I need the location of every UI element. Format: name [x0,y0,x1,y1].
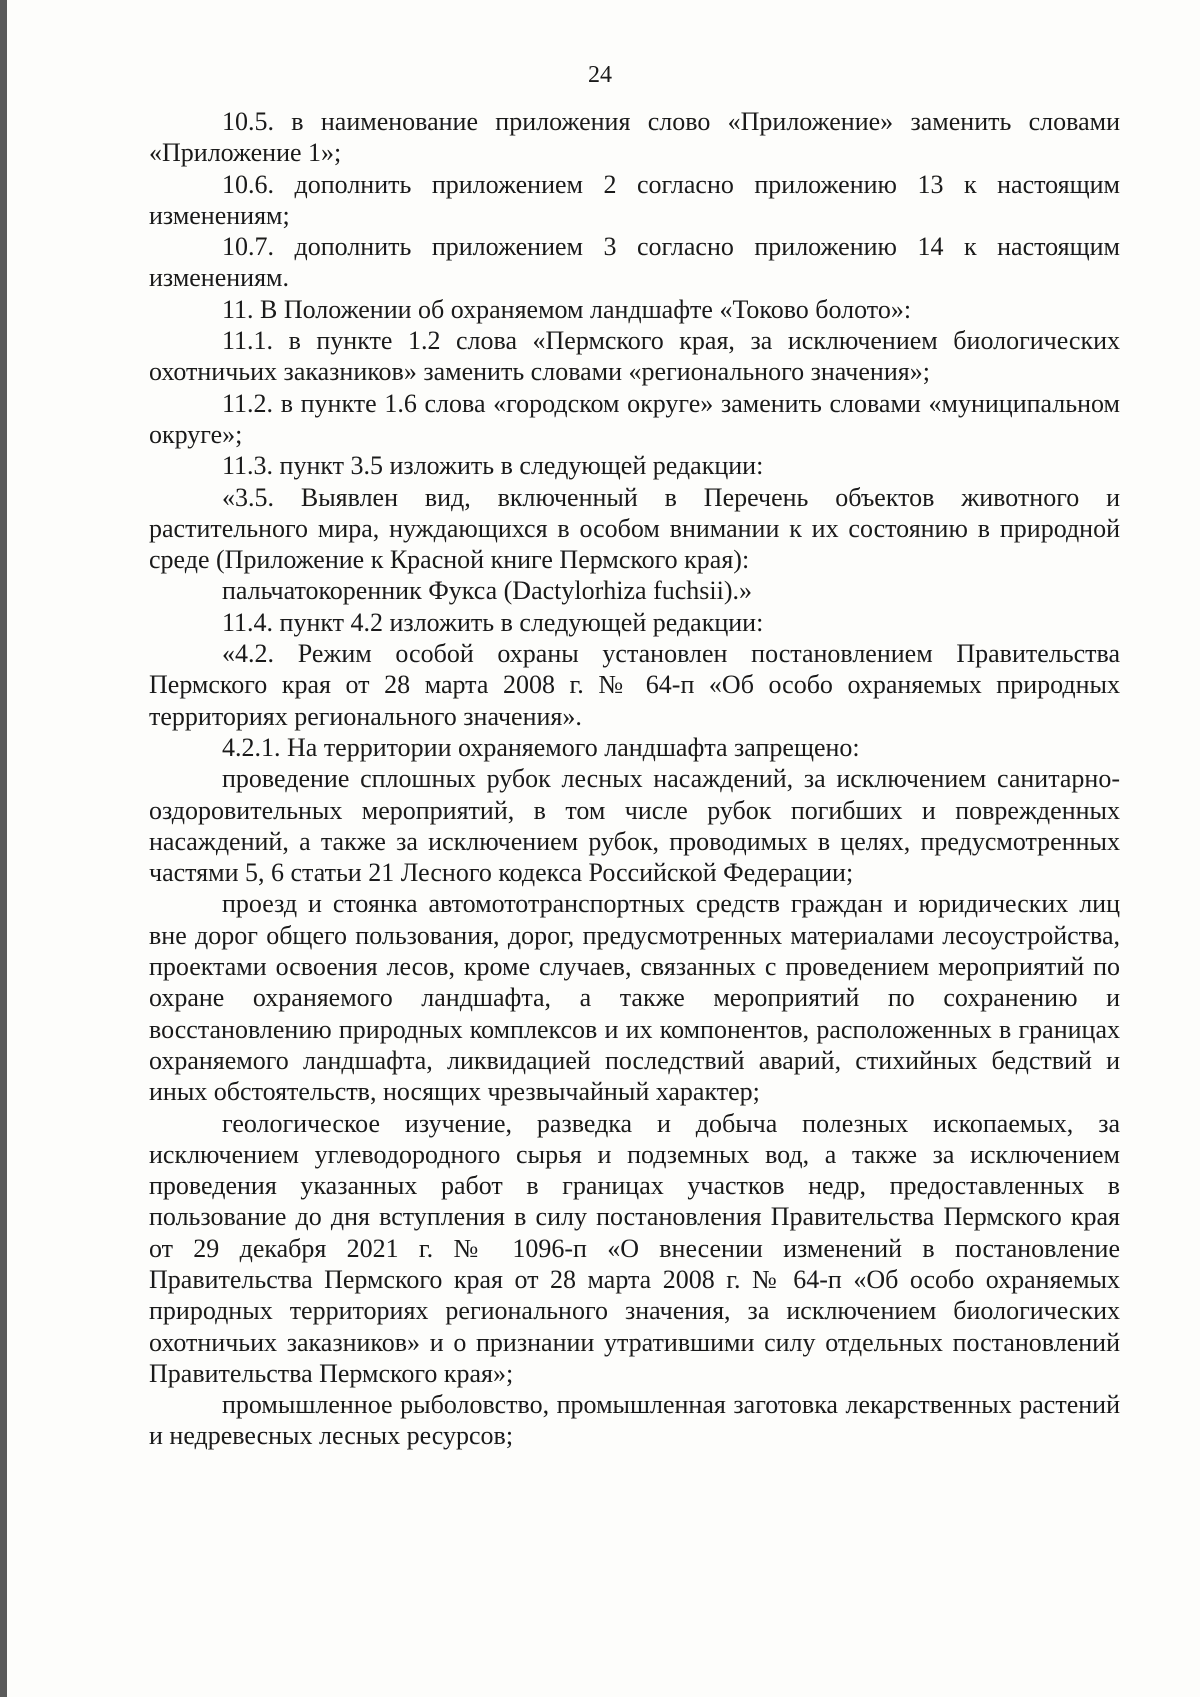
paragraph-species: пальчатокоренник Фукса (Dactylorhiza fuchsii).» [222,576,752,606]
paragraph-logging: проведение сплошных рубок лесных насаждений, за исключением санитарно-оздоровительных мероприятий, в том числе рубок погибших и поврежденных насаждений, а также за исключением рубок, проводимых в целях, предусмотренных частями 5, 6 статьи 21 Лесного кодекса Российской Федерации; [149,764,1120,888]
scan-edge [0,0,7,1697]
document-body [149,106,1120,1452]
paragraph-geology: геологическое изучение, разведка и добыча полезных ископаемых, за исключением углеводородного сырья и подземных вод, а также за исключением проведения указанных работ в границах участков недр, предоставленных в пользование до дня вступления в силу постановления Правительства Пермского края от 29 декабря 2021 г. № 1096-п «О внесении изменений в постановление Правительства Пермского края от 28 марта 2008 г. № 64-п «Об особо охраняемых природных территориях регионального значения, за исключением биологических охотничьих заказников» и о признании утратившими силу отдельных постановлений Правительства Пермского края»; [149,1108,1120,1388]
paragraph-4-2: «4.2. Режим особой охраны установлен постановлением Правительства Пермского края от 28 марта 2008 г. № 64-п «Об особо охраняемых природных территориях регионального значения». [149,639,1120,731]
paragraph-4-2-1: 4.2.1. На территории охраняемого ландшафта запрещено: [222,732,860,762]
paragraph-11-3: 11.3. пункт 3.5 изложить в следующей редакции: [222,451,764,481]
paragraph-11-2: 11.2. в пункте 1.6 слова «городском округе» заменить словами «муниципальном округе»; [149,388,1120,449]
paragraph-10-5: 10.5. в наименование приложения слово «Приложение» заменить словами «Приложение 1»; [149,107,1120,168]
paragraph-10-7: 10.7. дополнить приложением 3 согласно приложению 14 к настоящим изменениям. [149,232,1120,293]
paragraph-3-5: «3.5. Выявлен вид, включенный в Перечень объектов животного и растительного мира, нуждающихся в особом внимании к их состоянию в природной среде (Приложение к Красной книге Пермского края): [149,482,1120,575]
page-number: 24 [588,62,612,88]
paragraph-fishing: промышленное рыболовство, промышленная заготовка лекарственных растений и недревесных лесных ресурсов; [149,1390,1120,1451]
paragraph-11-1: 11.1. в пункте 1.2 слова «Пермского края, за исключением биологических охотничьих заказников» заменить словами «регионального значения»; [149,326,1120,387]
paragraph-11: 11. В Положении об охраняемом ландшафте «Токово болото»: [222,294,912,324]
paragraph-11-4: 11.4. пункт 4.2 изложить в следующей редакции: [222,607,764,637]
paragraph-10-6: 10.6. дополнить приложением 2 согласно приложению 13 к настоящим изменениям; [149,169,1120,230]
paragraph-vehicles: проезд и стоянка автомототранспортных средств граждан и юридических лиц вне дорог общего пользования, дорог, предусмотренных материалами лесоустройства, проектами освоения лесов, кроме случаев, связанных с проведением мероприятий по охране охраняемого ландшафта, а также мероприятий по сохранению и восстановлению природных комплексов и их компонентов, расположенных в границах охраняемого ландшафта, ликвидацией последствий аварий, стихийных бедствий и иных обстоятельств, носящих чрезвычайный характер; [149,889,1120,1107]
